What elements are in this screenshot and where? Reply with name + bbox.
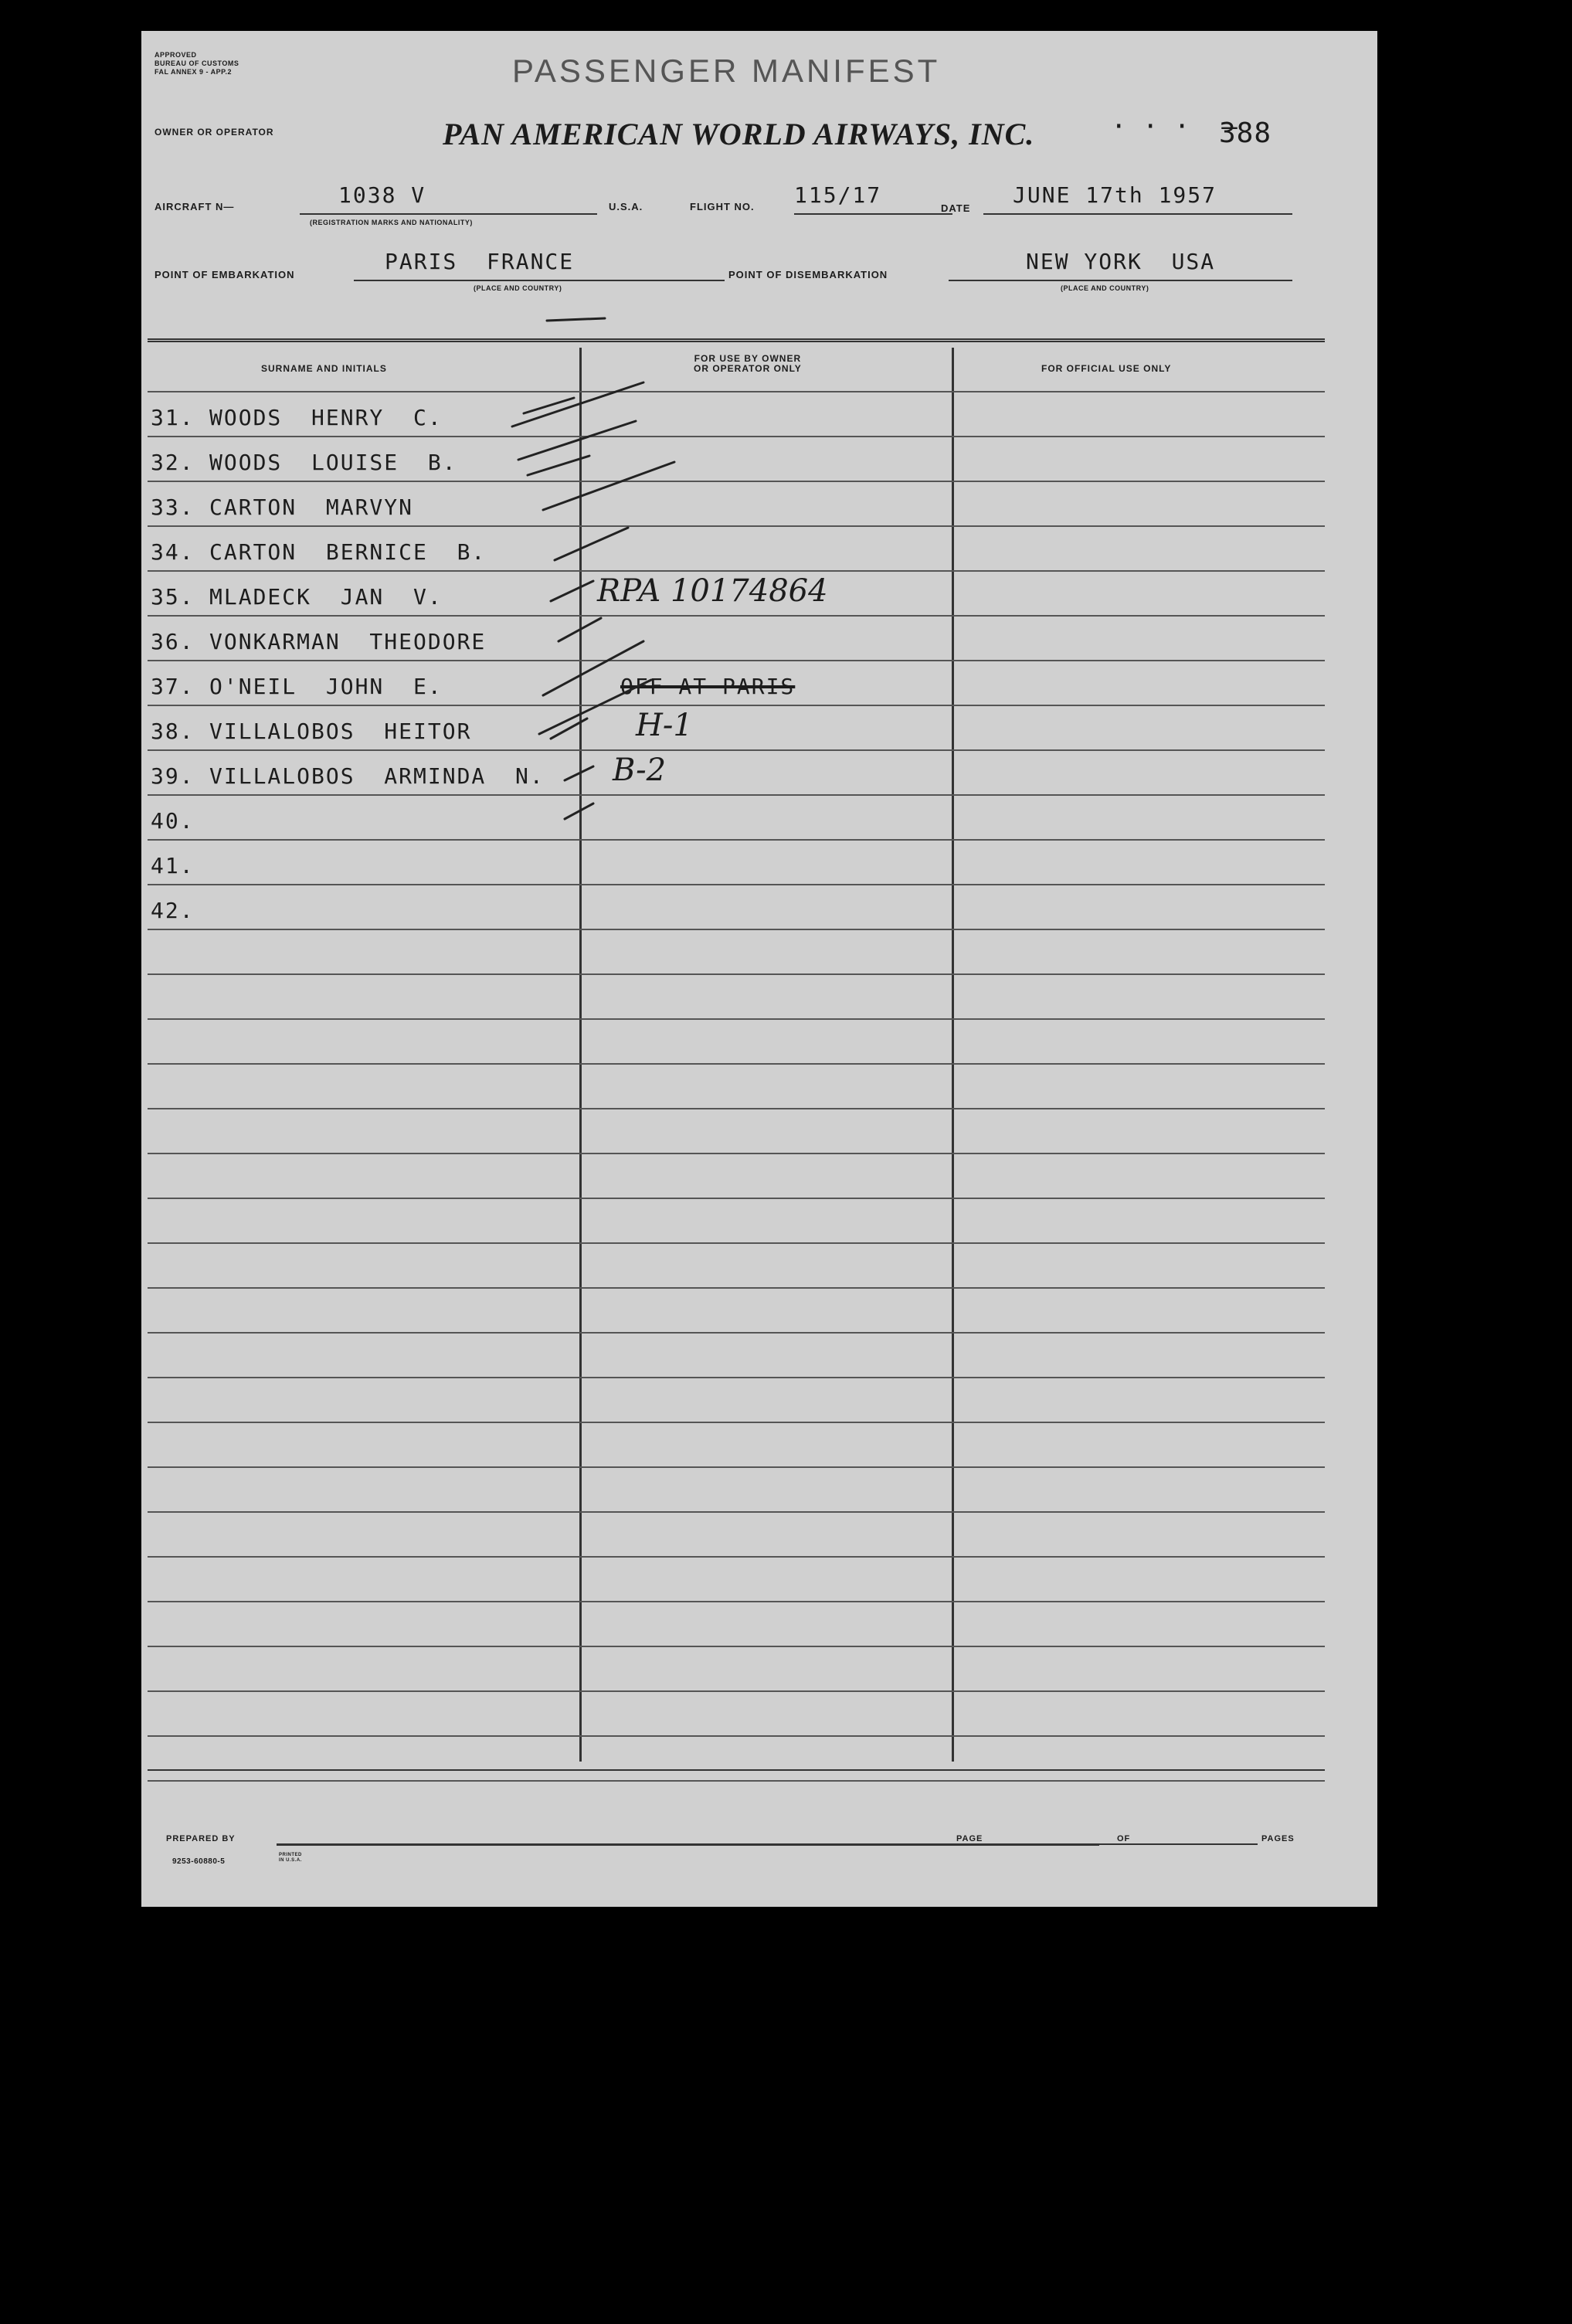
check-mark [524, 398, 574, 413]
passenger-name: VONKARMAN THEODORE [209, 629, 487, 654]
check-mark [551, 719, 587, 739]
table-rule [148, 1332, 1325, 1334]
passenger-name: O'NEIL JOHN E. [209, 674, 443, 699]
manifest-page [141, 31, 1377, 1907]
passenger-number: 33. [151, 494, 195, 520]
check-mark [565, 766, 593, 780]
header-dashes: · · · – [1111, 111, 1238, 142]
disembarkation-place-note: (PLACE AND COUNTRY) [1061, 284, 1149, 292]
operator-name: PAN AMERICAN WORLD AIRWAYS, INC. [443, 117, 1035, 151]
table-rule [148, 973, 1325, 975]
aircraft-number: 1038 V [338, 182, 426, 208]
aircraft-label: AIRCRAFT N— [154, 201, 235, 212]
page-label: PAGE [956, 1834, 983, 1843]
passenger-name: CARTON BERNICE B. [209, 539, 487, 565]
table-rule [148, 1690, 1325, 1692]
passenger-number: 35. [151, 584, 195, 610]
table-rule [148, 1466, 1325, 1468]
table-rule [148, 929, 1325, 930]
column-header-owner: FOR USE BY OWNER OR OPERATOR ONLY [694, 353, 802, 374]
check-mark [512, 382, 643, 426]
handwritten-note: B-2 [613, 753, 667, 788]
date-label: DATE [941, 202, 971, 214]
passenger-name: WOODS LOUISE B. [209, 450, 457, 475]
check-marks [141, 31, 1377, 881]
table-rule [148, 1735, 1325, 1737]
passenger-number: 39. [151, 763, 195, 789]
flight-no-label: FLIGHT NO. [690, 201, 755, 212]
check-mark [543, 641, 643, 695]
approval-note: APPROVED BUREAU OF CUSTOMS FAL ANNEX 9 - APP.2 [154, 51, 239, 76]
passenger-name: WOODS HENRY C. [209, 405, 443, 430]
table-rule [148, 1153, 1325, 1154]
passenger-number: 38. [151, 719, 195, 744]
usa-label: U.S.A. [609, 201, 643, 212]
passenger-number: 41. [151, 853, 195, 878]
table-rule [148, 1646, 1325, 1647]
table-bottom-rule [148, 1769, 1325, 1771]
table-rule [148, 1198, 1325, 1199]
check-mark [551, 581, 593, 601]
table-rule [148, 1108, 1325, 1109]
passenger-number: 36. [151, 629, 195, 654]
check-mark [528, 456, 589, 475]
check-mark [518, 421, 636, 460]
passenger-number: 32. [151, 450, 195, 475]
table-rule [148, 1063, 1325, 1065]
check-mark [547, 318, 605, 321]
flight-date: JUNE 17th 1957 [1013, 182, 1217, 208]
owner-operator-label: OWNER OR OPERATOR [154, 127, 274, 138]
table-rule [148, 1018, 1325, 1020]
passenger-number: 34. [151, 539, 195, 565]
form-number: 9253-60880-5 [172, 1857, 226, 1866]
table-rule [148, 1511, 1325, 1513]
table-rule [148, 884, 1325, 885]
passenger-number: 40. [151, 808, 195, 834]
page-number: 388 [1219, 117, 1272, 149]
passenger-name: MLADECK JAN V. [209, 584, 443, 610]
printed-in-usa: PRINTED IN U.S.A. [279, 1853, 302, 1863]
embarkation-place: PARIS FRANCE [385, 249, 575, 274]
disembarkation-label: POINT OF DISEMBARKATION [728, 269, 888, 280]
struck-note: OFF AT PARIS [620, 674, 796, 699]
prepared-by-label: PREPARED BY [166, 1834, 236, 1843]
table-rule [148, 1422, 1325, 1423]
table-rule [148, 1780, 1325, 1782]
handwritten-note: H-1 [636, 708, 693, 743]
embarkation-label: POINT OF EMBARKATION [154, 269, 295, 280]
disembarkation-place: NEW YORK USA [1026, 249, 1216, 274]
check-mark [559, 618, 601, 641]
of-label: OF [1117, 1834, 1131, 1843]
registration-note: (REGISTRATION MARKS AND NATIONALITY) [310, 219, 473, 226]
table-rule [148, 1556, 1325, 1558]
table-rule [148, 1601, 1325, 1602]
table-rule [148, 1242, 1325, 1244]
form-title: PASSENGER MANIFEST [512, 53, 941, 89]
handwritten-note: RPA 10174864 [597, 573, 828, 609]
passenger-name: CARTON MARVYN [209, 494, 414, 520]
flight-number: 115/17 [794, 182, 882, 208]
column-header-surname: SURNAME AND INITIALS [261, 363, 387, 374]
check-mark [565, 804, 593, 819]
check-marks-group [512, 318, 674, 819]
column-header-official: FOR OFFICIAL USE ONLY [1041, 363, 1172, 374]
table-rule [148, 1377, 1325, 1378]
check-mark [543, 462, 674, 510]
passenger-number: 42. [151, 898, 195, 923]
passenger-name: VILLALOBOS HEITOR [209, 719, 472, 744]
pages-label: PAGES [1261, 1834, 1295, 1843]
embarkation-place-note: (PLACE AND COUNTRY) [474, 284, 562, 292]
passenger-number: 31. [151, 405, 195, 430]
passenger-number: 37. [151, 674, 195, 699]
passenger-name: VILLALOBOS ARMINDA N. [209, 763, 545, 789]
check-mark [555, 528, 628, 560]
table-rule [148, 1287, 1325, 1289]
